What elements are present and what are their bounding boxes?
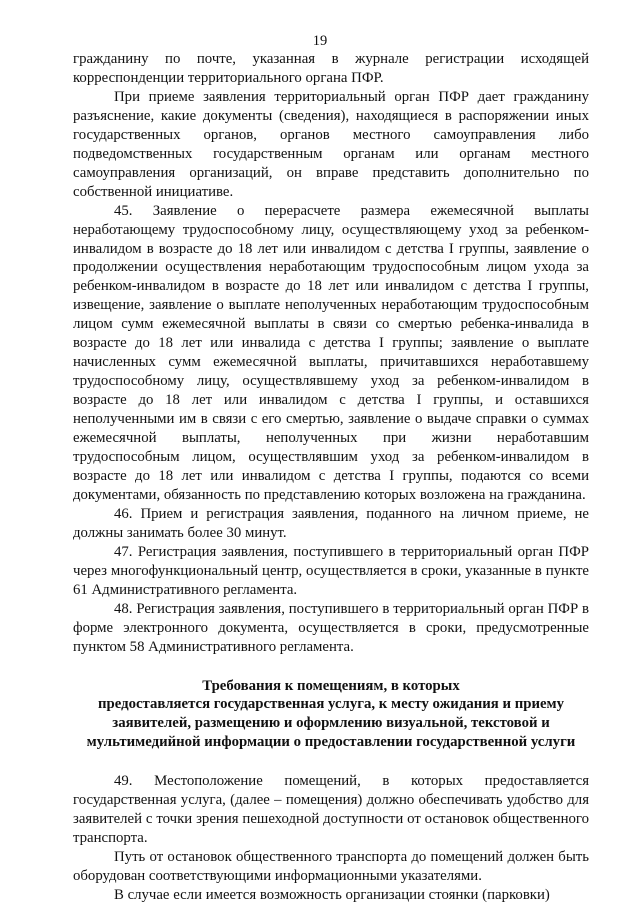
paragraphs-after-heading: [73, 772, 589, 905]
paragraph: Путь от остановок общественного транспорта до помещений должен быть оборудован соответствующими информационными указателями.: [73, 849, 589, 885]
page-number: 19: [312, 33, 328, 49]
paragraph: 47. Регистрация заявления, поступившего в территориальный орган ПФР через многофункциональный центр, осуществляется в сроки, указанные в пункте 61 Административного регламента.: [73, 543, 589, 598]
heading-line: предоставляется государственная услуга, к месту ожидания и приему: [97, 696, 565, 713]
heading-line: Требования к помещениям, в которых: [202, 677, 460, 694]
section-heading: [73, 677, 589, 753]
paragraphs-before-heading: [73, 50, 589, 657]
document-body: [73, 50, 589, 905]
paragraph: гражданину по почте, указанная в журнале регистрации исходящей корреспонденции территориального органа ПФР.: [73, 51, 589, 86]
heading-line: мультимедийной информации о предоставлении государственной услуги: [86, 734, 576, 751]
paragraph: 48. Регистрация заявления, поступившего в территориальный орган ПФР в форме электронного документа, осуществляется в сроки, предусмотренные пунктом 58 Административного регламента.: [73, 600, 589, 655]
paragraph: В случае если имеется возможность организации стоянки (парковки): [114, 887, 550, 904]
paragraph: При приеме заявления территориальный орган ПФР дает гражданину разъяснение, какие документы (сведения), находящиеся в распоряжении иных государственных органов, органов местного самоуправления либо подведомственных государственным органам или органам местного самоуправления организаций, он вправе представить дополнительно по собственной инициативе.: [73, 88, 589, 200]
paragraph: 45. Заявление о перерасчете размера ежемесячной выплаты неработающему трудоспособному лицу, осуществляющему уход за ребенком-инвалидом в возрасте до 18 лет или инвалидом с детства I группы, заявление о продолжении осуществления неработающим трудоспособным лицом ухода за ребенком-инвалидом в возрасте до 18 лет или инвалидом с детства I группы, извещение, заявление о выплате неполученных неработающим трудоспособным лицом сумм ежемесячной выплаты в связи со смертью ребенка-инвалида в возрасте до 18 лет или инвалида с детства I группы; заявление о выплате начисленных сумм ежемесячной выплаты, причитавшихся неработавшему трудоспособному лицу, осуществлявшему уход за ребенком-инвалидом в возрасте до 18 лет или инвалидом с детства I группы, и оставшихся неполученными им в связи с его смертью, заявление о выдаче справки о суммах ежемесячной выплаты, неполученных при жизни неработавшим трудоспособным лицом, осуществлявшим уход за ребенком-инвалидом в возрасте до 18 лет или инвалидом с детства I группы, подаются со всеми документами, обязанность по представлению которых возложена на гражданина.: [73, 202, 589, 503]
heading-line: заявителей, размещению и оформлению визуальной, текстовой и: [112, 715, 550, 732]
paragraph: 46. Прием и регистрация заявления, поданного на личном приеме, не должны занимать более 30 минут.: [73, 505, 589, 541]
paragraph: 49. Местоположение помещений, в которых предоставляется государственная услуга, (далее – помещения) должно обеспечивать удобство для заявителей с точки зрения пешеходной доступности от остановок общественного транспорта.: [73, 773, 589, 847]
